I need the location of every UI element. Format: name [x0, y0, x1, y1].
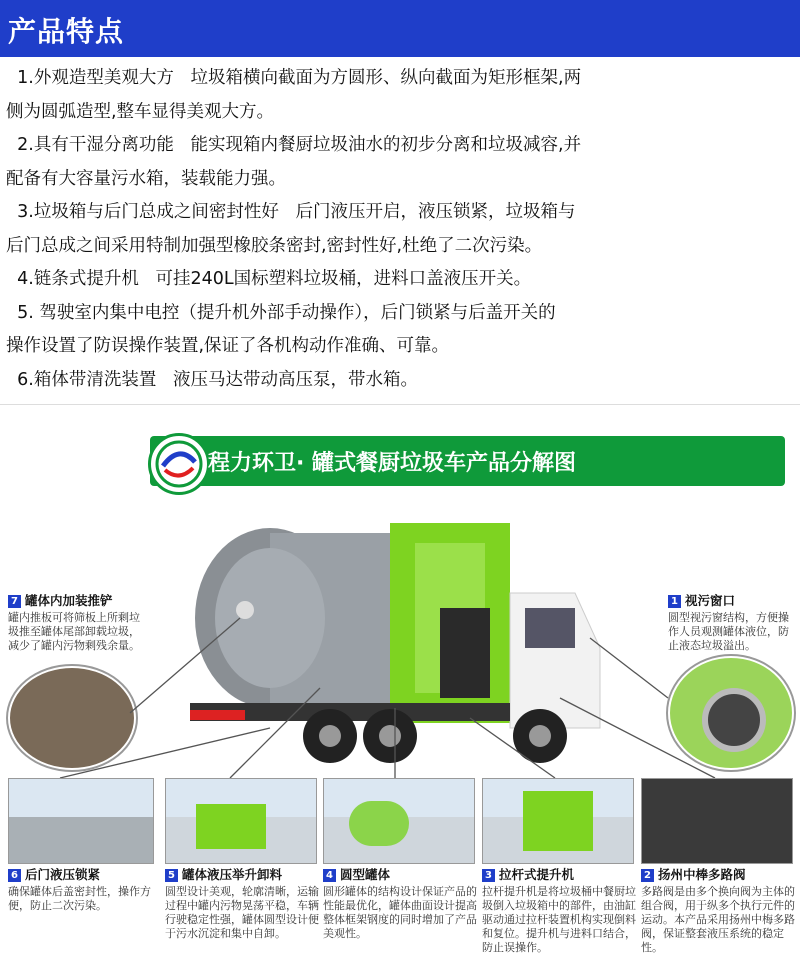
- callout-6: [8, 868, 158, 913]
- feature-4-line1: 4.链条式提升机 可挂240L国标塑料垃圾桶，进料口盖液压开关。: [6, 269, 532, 289]
- callout-2-title: 扬州中棒多路阀: [658, 867, 746, 882]
- callout-2-photo: [641, 778, 793, 864]
- feature-1-line2: 侧为圆弧造型,整车显得美观大方。: [6, 101, 275, 122]
- callout-4-desc-4: 美观性。: [323, 927, 367, 940]
- callout-6-title: 后门液压锁紧: [25, 867, 101, 882]
- callout-5-desc-4: 于污水沉淀和集中自卸。: [165, 927, 286, 940]
- section-title: 产品特点: [8, 15, 125, 48]
- callout-4-desc-2: 性能最优化，罐体曲面设计提高: [323, 899, 477, 912]
- callout-5-desc-1: 圆型设计美观，轮廓清晰，运输: [165, 885, 319, 898]
- callout-7-title: 罐体内加装推铲: [25, 593, 113, 608]
- divider: [0, 404, 800, 405]
- callout-1-desc-1: 圆型视污窗结构，方便操: [668, 611, 789, 624]
- callout-7-desc-3: 减少了罐内污物剩残余量。: [8, 639, 140, 652]
- exploded-diagram: [0, 418, 800, 979]
- feature-3-line2: 后门总成之间采用特制加强型橡胶条密封,密封性好,杜绝了二次污染。: [6, 235, 543, 256]
- callout-2-number: 2: [641, 869, 654, 882]
- callout-5-photo: [165, 778, 317, 864]
- callout-4-number: 4: [323, 869, 336, 882]
- callout-2-desc-2: 组合阀，用于纵多个执行元件的: [641, 899, 795, 912]
- feature-list: [0, 62, 800, 397]
- callout-3-desc-5: 防止误操作。: [482, 941, 548, 954]
- callout-6-number: 6: [8, 869, 21, 882]
- callout-3-number: 3: [482, 869, 495, 882]
- callout-1-title: 视污窗口: [685, 593, 736, 608]
- callout-3-photo: [482, 778, 634, 864]
- callout-2-desc-1: 多路阀是由多个换向阀为主体的: [641, 885, 795, 898]
- callout-7-desc-2: 圾推至罐体尾部卸载垃圾，: [8, 625, 140, 638]
- feature-5-line1: 5. 驾驶室内集中电控（提升机外部手动操作），后门锁紧与后盖开关的: [6, 302, 556, 323]
- callout-4: [323, 868, 478, 941]
- feature-3-line1: 3.垃圾箱与后门总成之间密封性好 后门液压开启，液压锁紧，垃圾箱与: [6, 202, 576, 222]
- callout-1-number: 1: [668, 595, 681, 608]
- callout-1-desc-2: 作人员观测罐体液位，防: [668, 625, 789, 638]
- callout-4-photo: [323, 778, 475, 864]
- feature-5-line2: 操作设置了防误操作装置,保证了各机构动作准确、可靠。: [6, 336, 450, 356]
- feature-2-line2: 配备有大容量污水箱，装载能力强。: [6, 168, 286, 189]
- callout-2: [641, 868, 799, 955]
- callout-1-desc-3: 止液态垃圾溢出。: [668, 639, 756, 652]
- callout-5-desc-2: 过程中罐内污物晃荡平稳，车辆: [165, 899, 319, 912]
- callout-3-title: 拉杆式提升机: [499, 867, 575, 882]
- callout-4-desc-1: 圆形罐体的结构设计保证产品的: [323, 885, 477, 898]
- callout-3-desc-2: 圾倒入垃圾箱中的部件，由油缸: [482, 899, 636, 912]
- callout-3-desc-4: 和复位。提升机与进料口结合，: [482, 927, 636, 940]
- feature-1-line1: 1.外观造型美观大方 垃圾箱横向截面为方圆形、纵向截面为矩形框架,两: [6, 68, 582, 88]
- callout-3: [482, 868, 637, 955]
- callout-6-desc-2: 便，防止二次污染。: [8, 899, 107, 912]
- feature-6-line1: 6.箱体带清洗装置 液压马达带动高压泵，带水箱。: [6, 369, 419, 390]
- callout-3-desc-3: 驱动通过拉杆装置机构实现倒料: [482, 913, 636, 926]
- callout-5-title: 罐体液压举升卸料: [182, 867, 283, 882]
- callout-5-desc-3: 行驶稳定性强，罐体圆型设计便: [165, 913, 319, 926]
- callout-2-desc-4: 阀，保证整套液压系统的稳定性。: [641, 927, 784, 954]
- callout-5: [165, 868, 320, 941]
- diagram-title: 程力环卫· 罐式餐厨垃圾车产品分解图: [208, 451, 577, 476]
- callout-7-number: 7: [8, 595, 21, 608]
- callout-7-desc-1: 罐内推板可将筛板上所剩垃: [8, 611, 140, 624]
- callout-5-number: 5: [165, 869, 178, 882]
- callout-4-title: 圆型罐体: [340, 867, 391, 882]
- callout-3-desc-1: 拉杆提升机是将垃圾桶中餐厨垃: [482, 885, 636, 898]
- feature-2-line1: 2.具有干湿分离功能 能实现箱内餐厨垃圾油水的初步分离和垃圾减容,并: [6, 135, 582, 155]
- callout-6-desc-1: 确保罐体后盖密封性，操作方: [8, 885, 151, 898]
- callout-6-photo: [8, 778, 154, 864]
- callout-4-desc-3: 整体框架钢度的同时增加了产品: [323, 913, 477, 926]
- section-header: [0, 0, 800, 57]
- callout-2-desc-3: 运动。本产品采用扬州中梅多路: [641, 913, 795, 926]
